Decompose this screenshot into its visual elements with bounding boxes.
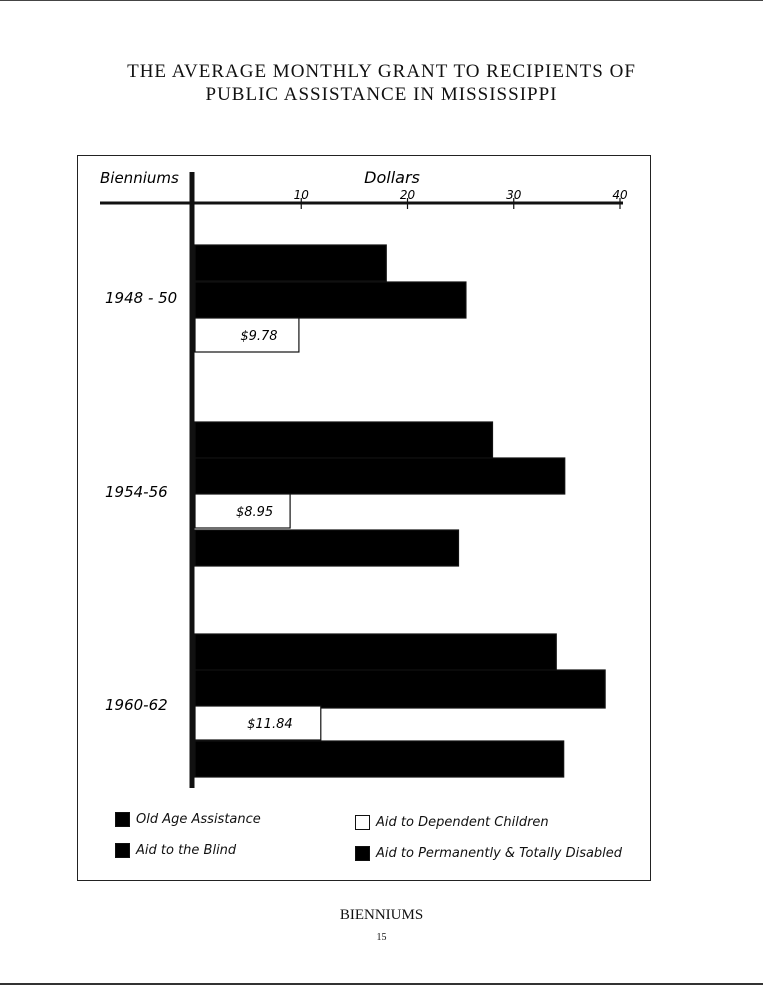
bar-1954-56-aid-to-permanently-totally-disabled <box>195 530 459 566</box>
page-number: 15 <box>376 932 387 943</box>
x-tick-label-30: 30 <box>506 188 522 202</box>
category-axis-label: Bienniums <box>100 169 179 187</box>
x-tick-label-40: 40 <box>612 188 628 202</box>
data-label-1948-50: $9.78 <box>240 329 278 344</box>
legend-label-blind: Aid to the Blind <box>136 843 237 858</box>
bar-1960-62-old-age-assistance <box>195 634 556 672</box>
legend-entry-dependent-children <box>355 815 549 830</box>
category-label-1948-50: 1948 - 50 <box>105 289 178 307</box>
bottom-edge-line <box>0 983 763 985</box>
legend-entry-old-age <box>115 812 261 827</box>
chart-title-line-2: PUBLIC ASSISTANCE IN MISSISSIPPI <box>205 84 558 105</box>
bar-1948-50-old-age-assistance <box>195 245 386 281</box>
legend-swatch-old-age <box>115 812 130 827</box>
legend-entry-blind <box>115 843 236 858</box>
value-axis-label: Dollars <box>364 168 420 187</box>
x-tick-label-10: 10 <box>293 188 309 202</box>
category-label-1960-62: 1960-62 <box>105 696 168 714</box>
bar-1948-50-aid-to-the-blind <box>195 282 466 318</box>
legend-label-old-age: Old Age Assistance <box>136 812 261 827</box>
data-label-1954-56: $8.95 <box>235 505 274 520</box>
bar-1960-62-aid-to-the-blind <box>195 670 605 708</box>
footer-caption: BIENNIUMS <box>339 907 424 923</box>
legend-entry-disabled <box>355 846 622 861</box>
legend-swatch-disabled <box>355 846 370 861</box>
legend-label-disabled: Aid to Permanently & Totally Disabled <box>376 846 623 861</box>
bar-1954-56-aid-to-the-blind <box>195 458 565 494</box>
data-label-1960-62: $11.84 <box>247 717 293 732</box>
legend-swatch-blind <box>115 843 130 858</box>
bar-1954-56-old-age-assistance <box>195 422 493 458</box>
category-label-1954-56: 1954-56 <box>105 483 168 501</box>
legend-swatch-dependent-children <box>355 815 370 830</box>
x-tick-label-20: 20 <box>399 188 416 202</box>
legend-label-dependent-children: Aid to Dependent Children <box>376 815 549 830</box>
bar-1960-62-aid-to-permanently-totally-disabled <box>195 741 564 777</box>
chart-title-line-1: THE AVERAGE MONTHLY GRANT TO RECIPIENTS OF <box>127 61 636 82</box>
